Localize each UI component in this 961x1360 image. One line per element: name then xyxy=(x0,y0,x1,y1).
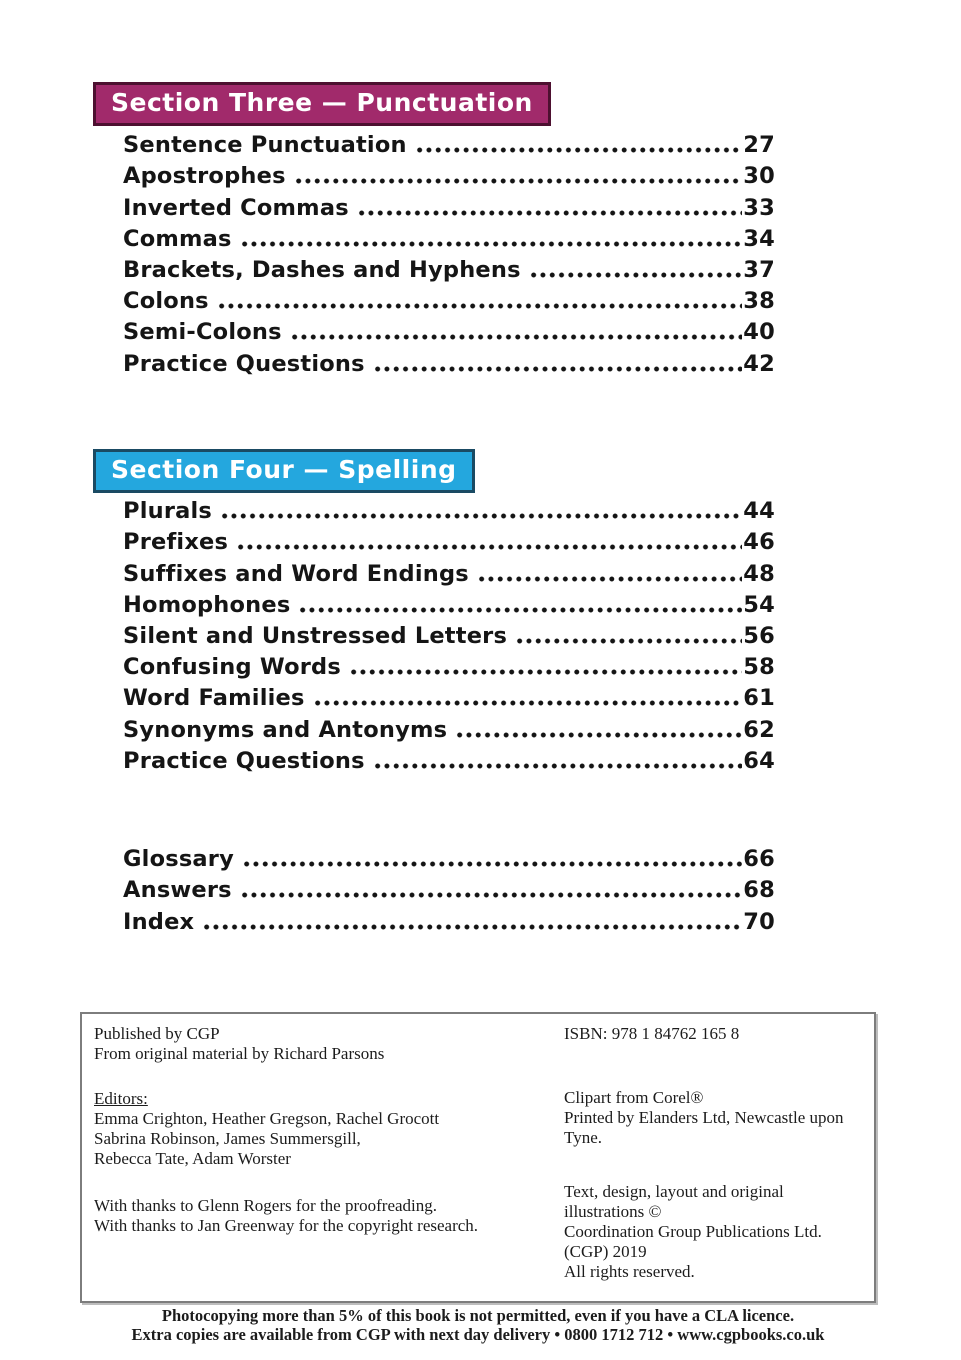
thanks-copyright-line: With thanks to Jan Greenway for the copyright research. xyxy=(94,1216,479,1235)
toc-entry-label: Colons xyxy=(123,288,209,315)
editors-heading: Editors: xyxy=(94,1089,148,1108)
toc-entry-page-number: 33 xyxy=(743,194,775,221)
dot-leader xyxy=(455,716,742,745)
toc-entry xyxy=(123,191,775,222)
editors-names-line-3: Rebecca Tate, Adam Worster xyxy=(94,1149,291,1168)
toc-entry-page-number: 56 xyxy=(743,622,775,649)
toc-entry xyxy=(123,160,775,191)
toc-entry-page-number: 70 xyxy=(743,908,775,935)
isbn-block xyxy=(564,1024,860,1044)
toc-entry xyxy=(123,620,775,651)
toc-entry-page-number: 37 xyxy=(743,256,775,283)
dot-leader xyxy=(477,560,742,589)
acknowledgements-block xyxy=(94,1196,564,1236)
toc-entry-page-number: 58 xyxy=(743,654,775,681)
toc-entry-label: Word Families xyxy=(123,685,305,712)
toc-entry-page-number: 30 xyxy=(743,163,775,190)
toc-entry-label: Homophones xyxy=(123,591,291,618)
toc-entry-label: Suffixes and Word Endings xyxy=(123,560,469,587)
toc-entry xyxy=(123,495,775,526)
toc-entry-page-number: 34 xyxy=(743,225,775,252)
toc-entry xyxy=(123,843,775,874)
clipart-printer-block xyxy=(564,1088,860,1148)
section-four-entry-list xyxy=(123,495,775,776)
toc-entry xyxy=(123,129,775,160)
imprint-right-column xyxy=(564,1024,860,1282)
toc-entry-page-number: 27 xyxy=(743,132,775,159)
section-four-header: Section Four — Spelling xyxy=(93,449,475,493)
dot-leader xyxy=(373,747,743,776)
toc-entry-label: Commas xyxy=(123,225,232,252)
dot-leader xyxy=(515,622,742,651)
toc-entry xyxy=(123,223,775,254)
toc-entry-page-number: 44 xyxy=(743,498,775,525)
toc-entry-page-number: 42 xyxy=(743,350,775,377)
dot-leader xyxy=(240,876,743,905)
toc-entry-label: Silent and Unstressed Letters xyxy=(123,622,508,649)
toc-entry xyxy=(123,874,775,905)
toc-entry-page-number: 64 xyxy=(743,747,775,774)
toc-entry xyxy=(123,682,775,713)
toc-entry-page-number: 38 xyxy=(743,288,775,315)
imprint-left-column xyxy=(94,1024,564,1282)
toc-entry xyxy=(123,526,775,557)
toc-entry xyxy=(123,254,775,285)
dot-leader xyxy=(313,684,743,713)
photocopying-notice xyxy=(82,1306,874,1344)
toc-entry-label: Semi-Colons xyxy=(123,319,282,346)
dot-leader xyxy=(290,318,743,347)
toc-entry xyxy=(123,285,775,316)
toc-entry-label: Brackets, Dashes and Hyphens xyxy=(123,256,521,283)
toc-entry-label: Answers xyxy=(123,877,232,904)
toc-entry-label: Practice Questions xyxy=(123,747,365,774)
original-material-line: From original material by Richard Parsons xyxy=(94,1044,385,1063)
imprint-box xyxy=(80,1012,876,1344)
imprint-columns xyxy=(82,1014,874,1282)
toc-entry-page-number: 68 xyxy=(743,877,775,904)
dot-leader xyxy=(240,225,743,254)
dot-leader xyxy=(373,350,743,379)
toc-entry-page-number: 48 xyxy=(743,560,775,587)
dot-leader xyxy=(298,591,742,620)
toc-entry xyxy=(123,347,775,378)
toc-entry-label: Sentence Punctuation xyxy=(123,132,407,159)
isbn-line: ISBN: 978 1 84762 165 8 xyxy=(564,1024,740,1043)
toc-entry-page-number: 61 xyxy=(743,685,775,712)
editors-names-line-1: Emma Crighton, Heather Gregson, Rachel Grocott xyxy=(94,1109,440,1128)
dot-leader xyxy=(415,131,743,160)
toc-entry xyxy=(123,745,775,776)
extra-copies-line: Extra copies are available from CGP with next day delivery • 0800 1712 712 • www.cgpbooks.co.uk xyxy=(131,1325,825,1344)
toc-entry-label: Apostrophes xyxy=(123,163,286,190)
copyright-block xyxy=(564,1182,860,1282)
dot-leader xyxy=(529,256,743,285)
toc-entry xyxy=(123,905,775,936)
clipart-line: Clipart from Corel® xyxy=(564,1088,704,1107)
dot-leader xyxy=(217,287,743,316)
toc-entry-label: Index xyxy=(123,908,195,935)
toc-entry-page-number: 40 xyxy=(743,319,775,346)
printed-by-line: Printed by Elanders Ltd, Newcastle upon Tyne. xyxy=(564,1108,844,1147)
published-by-line: Published by CGP xyxy=(94,1024,220,1043)
toc-entry-label: Glossary xyxy=(123,846,234,873)
copyright-line-3: All rights reserved. xyxy=(564,1262,695,1281)
toc-entry xyxy=(123,316,775,347)
toc-entry xyxy=(123,557,775,588)
published-by-block xyxy=(94,1024,564,1064)
dot-leader xyxy=(357,194,742,223)
dot-leader xyxy=(242,845,742,874)
toc-entry-label: Inverted Commas xyxy=(123,194,349,221)
photocopying-notice-line-1: Photocopying more than 5% of this book is not permitted, even if you have a CLA licence. xyxy=(161,1306,795,1325)
toc-entry-page-number: 62 xyxy=(743,716,775,743)
thanks-proofreading-line: With thanks to Glenn Rogers for the proofreading. xyxy=(94,1196,438,1215)
toc-entry-label: Synonyms and Antonyms xyxy=(123,716,448,743)
end-matter-entry-list xyxy=(123,843,775,937)
editors-names-line-2: Sabrina Robinson, James Summersgill, xyxy=(94,1129,361,1148)
section-three-header: Section Three — Punctuation xyxy=(93,82,551,126)
toc-entry xyxy=(123,713,775,744)
section-three-entry-list xyxy=(123,129,775,379)
toc-entry-label: Plurals xyxy=(123,498,213,525)
toc-entry-label: Practice Questions xyxy=(123,350,365,377)
editors-block xyxy=(94,1089,564,1169)
toc-entry-page-number: 54 xyxy=(743,591,775,618)
copyright-line-2: Coordination Group Publications Ltd. (CGP) 2019 xyxy=(564,1222,822,1261)
toc-entry xyxy=(123,651,775,682)
toc-entry-page-number: 66 xyxy=(743,846,775,873)
copyright-line-1: Text, design, layout and original illustrations © xyxy=(564,1182,784,1221)
toc-entry-page-number: 46 xyxy=(743,529,775,556)
dot-leader xyxy=(202,908,742,937)
toc-entry xyxy=(123,589,775,620)
dot-leader xyxy=(236,528,742,557)
dot-leader xyxy=(220,497,742,526)
toc-entry-label: Prefixes xyxy=(123,529,229,556)
dot-leader xyxy=(294,162,743,191)
dot-leader xyxy=(349,653,742,682)
toc-entry-label: Confusing Words xyxy=(123,654,341,681)
